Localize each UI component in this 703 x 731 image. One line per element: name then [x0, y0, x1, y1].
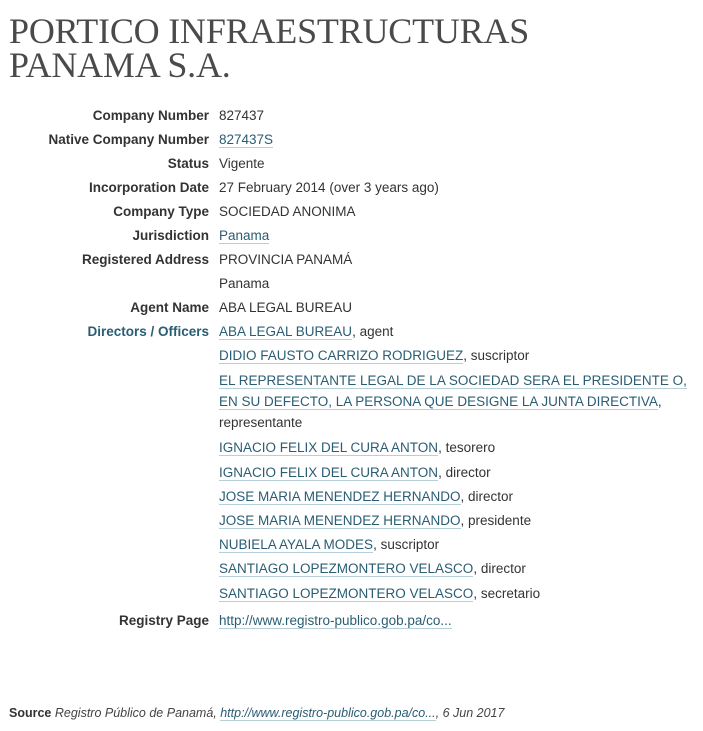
company-details — [0, 104, 703, 633]
officer-link[interactable]: SANTIAGO LOPEZMONTERO VELASCO — [219, 585, 474, 601]
officer-role: representante — [219, 415, 303, 431]
officer-link[interactable]: ABA LEGAL BUREAU — [219, 324, 353, 339]
company-title — [9, 11, 689, 85]
agent-name-value: ABA LEGAL BUREAU — [219, 300, 353, 315]
officer-item: NUBIELA AYALA MODES, suscriptor — [219, 537, 440, 553]
status-label: Status — [167, 156, 209, 171]
row-native-company-number — [0, 128, 703, 152]
officer-link[interactable]: IGNACIO FELIX DEL CURA ANTON — [219, 464, 439, 480]
officer-link[interactable]: JOSE MARIA MENENDEZ HERNANDO — [219, 513, 461, 529]
row-registered-address — [0, 248, 703, 296]
registered-address-label: Registered Address — [81, 252, 209, 267]
officer-item: SANTIAGO LOPEZMONTERO VELASCO, director — [219, 561, 526, 577]
company-number-label: Company Number — [92, 108, 209, 123]
officer-item: SANTIAGO LOPEZMONTERO VELASCO, secretario — [219, 585, 541, 601]
company-title-line1: PORTICO INFRAESTRUCTURAS — [9, 11, 530, 51]
jurisdiction-link[interactable]: Panama — [219, 228, 270, 243]
officer-item: JOSE MARIA MENENDEZ HERNANDO, presidente — [219, 513, 532, 529]
officer-item: EL REPRESENTANTE LEGAL DE LA SOCIEDAD SERA EL PRESIDENTE O, EN SU DEFECTO, LA PERSONA QUE DESIGNE LA JUNTA DIRECTIVA, representante — [219, 373, 687, 431]
officer-link[interactable]: NUBIELA AYALA MODES — [219, 537, 374, 553]
company-title-line2: PANAMA S.A. — [9, 45, 231, 85]
registry-page-label: Registry Page — [118, 612, 209, 628]
registered-address-line1: PROVINCIA PANAMÁ — [219, 252, 353, 267]
native-company-number-link[interactable]: 827437S — [219, 132, 274, 147]
officer-item: DIDIO FAUSTO CARRIZO RODRIGUEZ, suscriptor — [219, 348, 530, 364]
officers-list — [219, 320, 689, 606]
row-company-type — [0, 200, 703, 224]
officer-item: IGNACIO FELIX DEL CURA ANTON, tesorero — [219, 440, 496, 456]
source-note — [9, 706, 504, 720]
officer-link[interactable]: JOSE MARIA MENENDEZ HERNANDO — [219, 488, 461, 504]
row-status — [0, 152, 703, 176]
source-date: , 6 Jun 2017 — [435, 706, 505, 720]
officer-link[interactable]: EL REPRESENTANTE LEGAL DE LA SOCIEDAD SERA EL PRESIDENTE O, — [219, 373, 687, 389]
registered-address-line2: Panama — [219, 276, 270, 291]
agent-name-label: Agent Name — [130, 300, 209, 315]
row-incorporation-date — [0, 176, 703, 200]
officer-link[interactable]: IGNACIO FELIX DEL CURA ANTON — [219, 440, 439, 456]
row-registry-page — [0, 609, 703, 633]
jurisdiction-label: Jurisdiction — [132, 228, 209, 243]
officer-link[interactable]: DIDIO FAUSTO CARRIZO RODRIGUEZ — [219, 348, 464, 364]
status-value: Vigente — [219, 156, 265, 171]
source-label: Source — [9, 706, 52, 720]
officer-item: JOSE MARIA MENENDEZ HERNANDO, director — [219, 488, 514, 504]
row-company-number — [0, 104, 703, 128]
officer-item: IGNACIO FELIX DEL CURA ANTON, director — [219, 464, 491, 480]
row-jurisdiction — [0, 224, 703, 248]
officer-item: ABA LEGAL BUREAU, agent — [219, 324, 394, 339]
incorporation-date-value: 27 February 2014 (over 3 years ago) — [219, 180, 439, 195]
row-agent-name — [0, 296, 703, 320]
directors-officers-label[interactable]: Directors / Officers — [87, 324, 209, 339]
row-directors-officers — [0, 320, 703, 606]
source-link[interactable]: http://www.registro-publico.gob.pa/co... — [220, 706, 436, 720]
company-number-value: 827437 — [219, 108, 265, 123]
native-company-number-label: Native Company Number — [48, 132, 209, 147]
registry-page-link[interactable]: http://www.registro-publico.gob.pa/co... — [219, 612, 452, 628]
source-text: Registro Público de Panamá, — [51, 706, 221, 720]
incorporation-date-label: Incorporation Date — [88, 180, 209, 195]
company-type-label: Company Type — [113, 204, 209, 219]
officer-link[interactable]: EN SU DEFECTO, LA PERSONA QUE DESIGNE LA JUNTA DIRECTIVA — [219, 394, 658, 410]
company-type-value: SOCIEDAD ANONIMA — [219, 204, 356, 219]
officer-link[interactable]: SANTIAGO LOPEZMONTERO VELASCO — [219, 561, 474, 577]
